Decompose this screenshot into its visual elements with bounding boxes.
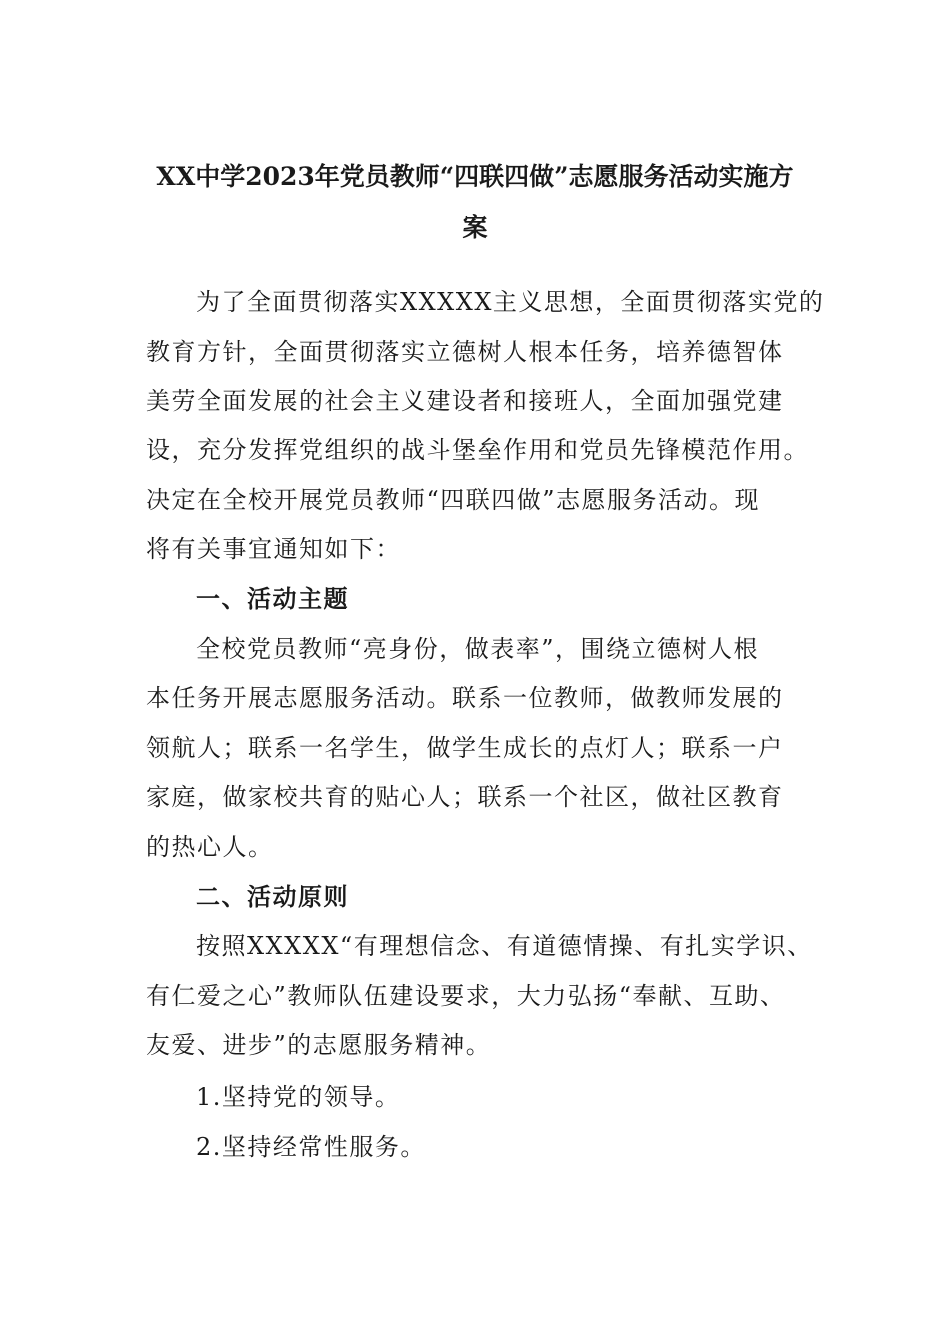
theme-paragraph-line: 家庭，做家校共育的贴心人；联系一个社区，做社区教育 xyxy=(146,783,784,811)
document-title-line-2: 案 xyxy=(462,213,488,242)
intro-paragraph-line: 教育方针，全面贯彻落实立德树人根本任务，培养德智体 xyxy=(146,338,784,366)
principles-paragraph-line: 按照XXXXX“有理想信念、有道德情操、有扎实学识、 xyxy=(196,932,813,960)
intro-paragraph-line: 为了全面贯彻落实XXXXX主义思想，全面贯彻落实党的 xyxy=(196,288,825,316)
section-heading-theme: 一、活动主题 xyxy=(196,584,349,613)
intro-paragraph-line: 美劳全面发展的社会主义建设者和接班人，全面加强党建 xyxy=(146,387,784,415)
theme-paragraph-line: 的热心人。 xyxy=(146,833,274,861)
theme-paragraph-line: 全校党员教师“亮身份，做表率”，围绕立德树人根 xyxy=(196,635,760,663)
theme-paragraph-line: 领航人；联系一名学生，做学生成长的点灯人；联系一户 xyxy=(146,734,784,762)
intro-paragraph-line: 决定在全校开展党员教师“四联四做”志愿服务活动。现 xyxy=(146,486,761,514)
principle-item: 2.坚持经常性服务。 xyxy=(196,1133,426,1161)
principle-item: 1.坚持党的领导。 xyxy=(196,1083,401,1111)
principles-paragraph-line: 有仁爱之心”教师队伍建设要求，大力弘扬“奉献、互助、 xyxy=(146,982,786,1010)
intro-paragraph-line: 设，充分发挥党组织的战斗堡垒作用和党员先锋模范作用。 xyxy=(146,436,809,464)
section-heading-principles: 二、活动原则 xyxy=(196,882,349,911)
document-title-line-1: XX中学2023年党员教师“四联四做”志愿服务活动实施方 xyxy=(156,162,794,191)
intro-paragraph-line: 将有关事宜通知如下： xyxy=(146,535,401,563)
theme-paragraph-line: 本任务开展志愿服务活动。联系一位教师，做教师发展的 xyxy=(146,684,784,712)
principles-paragraph-line: 友爱、进步”的志愿服务精神。 xyxy=(146,1031,492,1059)
